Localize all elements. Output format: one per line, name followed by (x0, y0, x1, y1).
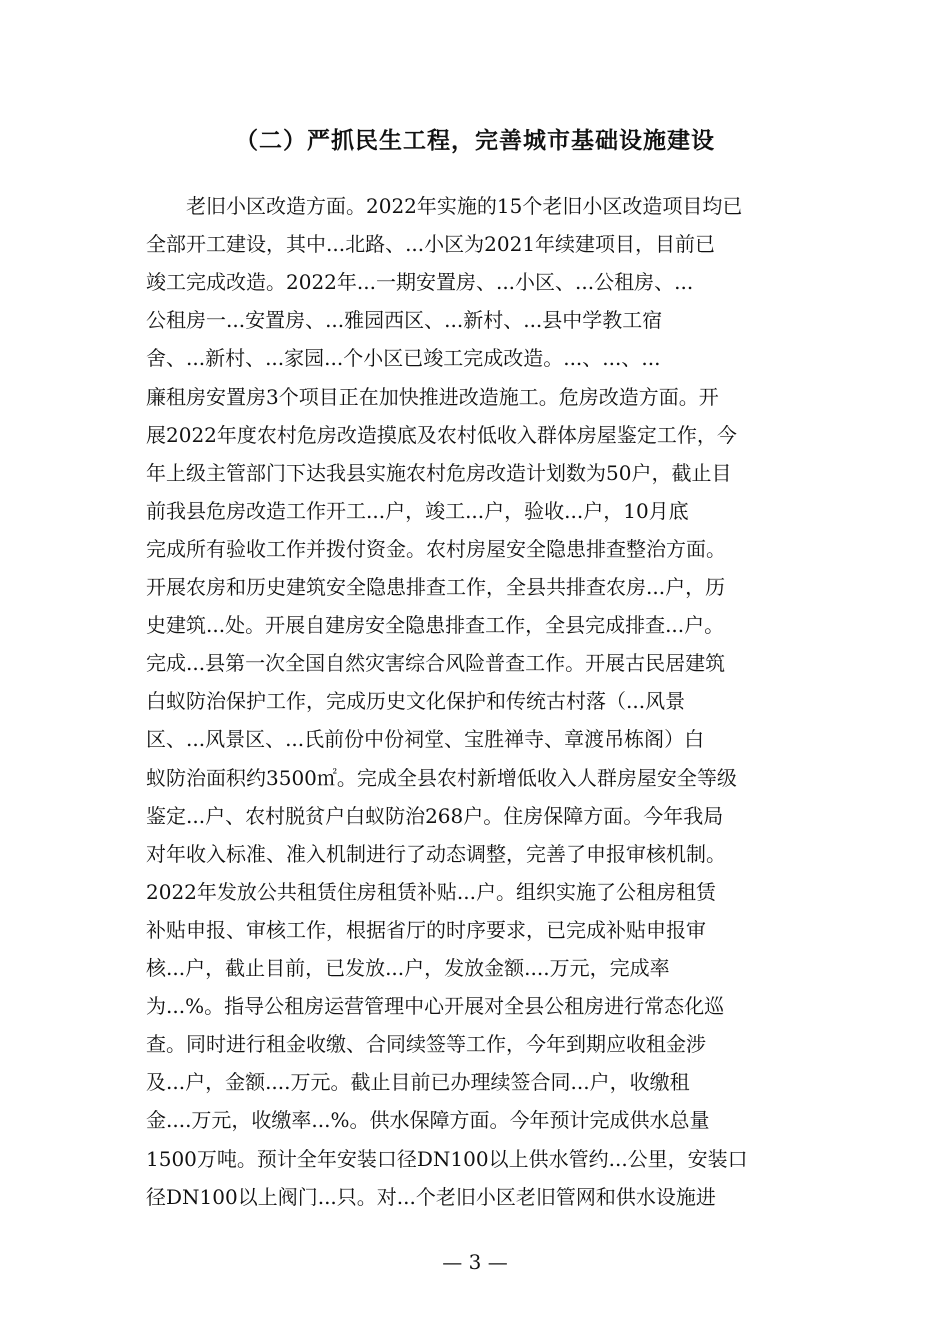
text-line: 史建筑...处。开展自建房安全隐患排查工作，全县完成排查...户。 (146, 613, 725, 638)
text-line: 及...户，金额....万元。截止目前已办理续签合同...户，收缴租 (146, 1070, 690, 1095)
text-line: 2022年发放公共租赁住房租赁补贴...户。组织实施了公租房租赁 (146, 879, 716, 904)
text-line: 前我县危房改造工作开工...户，竣工...户，验收...户，10月底 (146, 498, 689, 523)
text-line: 蚁防治面积约3500㎡。完成全县农村新增低收入人群房屋安全等级 (146, 765, 737, 790)
text-line: 区、...风景区、...氏前份中份祠堂、宝胜禅寺、章渡吊栋阁）白 (146, 727, 705, 752)
section-heading: （二）严抓民生工程，完善城市基础设施建设 (235, 127, 715, 154)
text-line: 鉴定...户、农村脱贫户白蚁防治268户。住房保障方面。今年我局 (146, 803, 724, 828)
text-line: 完成所有验收工作并拨付资金。农村房屋安全隐患排查整治方面。 (146, 536, 726, 561)
text-line: 为...%。指导公租房运营管理中心开展对全县公租房进行常态化巡 (146, 994, 725, 1019)
text-line: 年上级主管部门下达我县实施农村危房改造计划数为50户，截止目 (146, 460, 732, 485)
text-line: 老旧小区改造方面。2022年实施的15个老旧小区改造项目均已 (146, 194, 743, 218)
text-line: 廉租房安置房3个项目正在加快推进改造施工。危房改造方面。开 (146, 384, 719, 409)
text-line: 开展农房和历史建筑安全隐患排查工作，全县共排查农房...户，历 (146, 575, 726, 599)
text-line: 1500万吨。预计全年安装口径DN100以上供水管约...公里，安装口 (146, 1146, 748, 1171)
text-line: 对年收入标准、准入机制进行了动态调整，完善了申报审核机制。 (146, 841, 726, 866)
text-line: 径DN100以上阀门...只。对...个老旧小区老旧管网和供水设施进 (146, 1184, 716, 1209)
text-line: 展2022年度农村危房改造摸底及农村低收入群体房屋鉴定工作，今 (146, 422, 737, 447)
text-line: 公租房一...安置房、...雅园西区、...新村、...县中学教工宿 (146, 308, 663, 333)
text-line: 补贴申报、审核工作，根据省厅的时序要求，已完成补贴申报审 (146, 917, 706, 942)
text-line: 完成...县第一次全国自然灾害综合风险普查工作。开展古民居建筑 (146, 651, 726, 676)
text-line: 竣工完成改造。2022年...一期安置房、...小区、...公租房、... (146, 270, 694, 295)
text-line: 全部开工建设，其中...北路、...小区为2021年续建项目，目前已 (146, 232, 716, 257)
text-line: 查。同时进行租金收缴、合同续签等工作，今年到期应收租金涉 (146, 1032, 706, 1057)
text-line: 白蚁防治保护工作，完成历史文化保护和传统古村落（...风景 (146, 689, 686, 714)
text-line: 金....万元，收缴率...%。供水保障方面。今年预计完成供水总量 (146, 1108, 710, 1133)
text-line: 核...户，截止目前，已发放...户，发放金额....万元，完成率 (146, 956, 670, 980)
text-line: 舍、...新村、...家园...个小区已竣工完成改造。...、...、... (146, 346, 661, 371)
page-number: — 3 — (442, 1250, 508, 1274)
